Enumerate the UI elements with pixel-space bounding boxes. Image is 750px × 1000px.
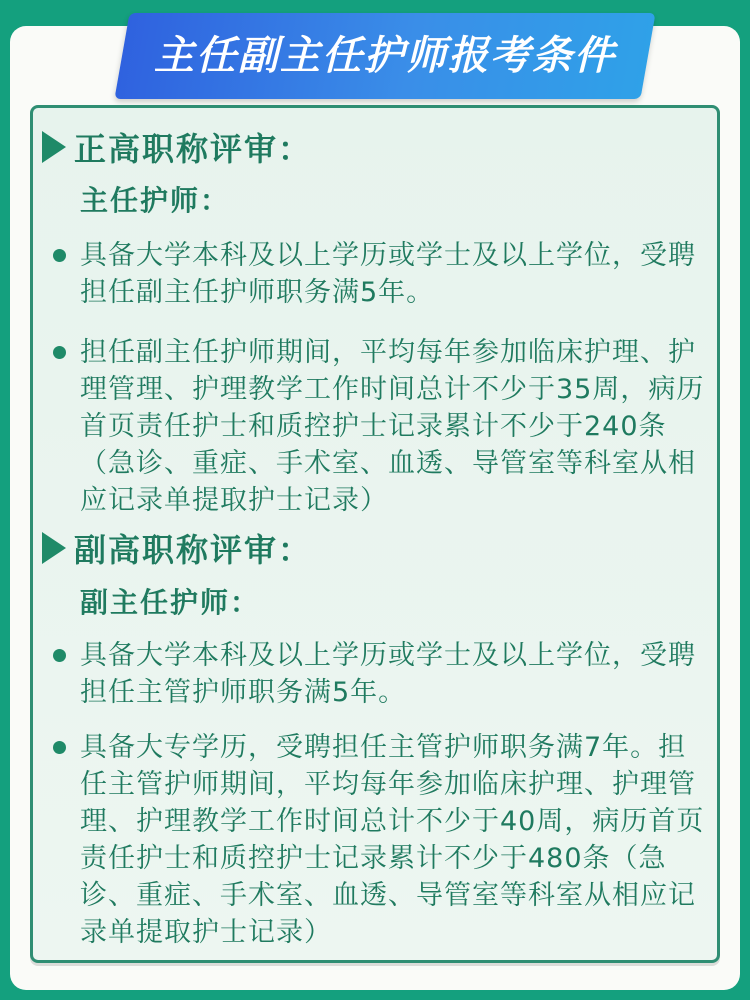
section-heading-senior — [42, 125, 312, 169]
page-title: 主任副主任护师报考条件 — [154, 33, 616, 79]
bullet-icon — [53, 741, 66, 754]
section-subheading: 副主任护师： — [80, 586, 261, 619]
list-item: 具备大学本科及以上学历或学士及以上学位，受聘担任副主任护师职务满5年。 — [80, 240, 696, 308]
bullet-icon — [53, 649, 66, 662]
section-heading-associate — [42, 526, 312, 570]
play-arrow-icon — [42, 131, 66, 163]
list-item: 具备大专学历，受聘担任主管护师职务满7年。担任主管护师期间，平均每年参加临床护理、护理管理、护理教学工作时间总计不少于40周，病历首页责任护士和质控护士记录累计不少于480条（急诊、重症、手术室、血透、导管室等科室从相应记录单提取护士记录） — [80, 732, 705, 948]
section-heading-label: 正高职称评审： — [74, 130, 313, 168]
list-item: 担任副主任护师期间，平均每年参加临床护理、护理管理、护理教学工作时间总计不少于35周，病历首页责任护士和质控护士记录累计不少于240条（急诊、重症、手术室、血透、导管室等科室从相应记录单提取护士记录） — [80, 337, 705, 516]
bullet-icon — [53, 249, 66, 262]
section-subheading: 主任护师： — [80, 184, 231, 217]
bullet-icon — [53, 346, 66, 359]
section-heading-label: 副高职称评审： — [74, 531, 313, 569]
play-arrow-icon — [42, 532, 66, 564]
list-item: 具备大学本科及以上学历或学士及以上学位，受聘担任主管护师职务满5年。 — [80, 640, 696, 708]
